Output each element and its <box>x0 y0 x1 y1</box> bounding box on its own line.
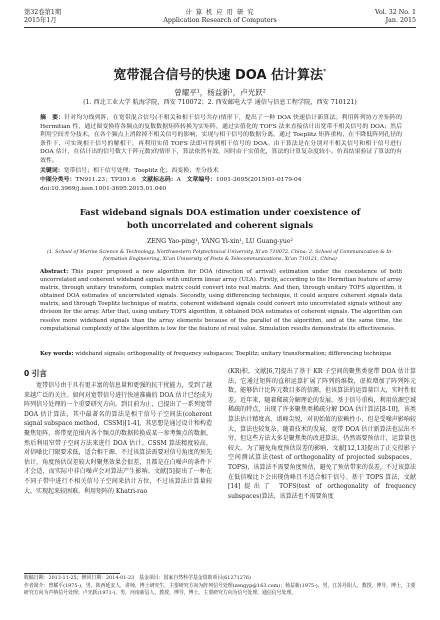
article-affiliations: (1. 西北工业大学 航海学院，西安 710072；2. 西安邮电大学 通信与信息工程学院，西安 710121) <box>83 99 357 106</box>
abstract-text: 针对均匀线列阵，在宽带混合信号(不相关和相干信号共存)情形下，提出了一种 DOA 快速估计新算法。利用阵列协方差矩阵的 Hermitian 性，通过图变换将各频点的复数数据矩阵转换为实矩阵，通过实值化的 TOFS 法来直接估计出宽带不相关信号的 DOA；然后利用空间差分技术，在各个频点上消除掉不相关信号的影响，实现与相干信号的数据分离，通过 Toeplitz 矩阵重构，在不降低阵列孔径的条件下，可实现相干信号的解相干，再利用实值 TOFS 法即可得到相干信号的 DOA。由于算法是在分别对不相关信号和相干信号进行 DOA 估计，在估计出的信号数大于阵元数)的情形下，算法依然有效，同时由于实值化，算法的计算复杂度较小。仿真结果验证了算法的有效性。 <box>40 115 403 164</box>
journal-date-cn: 2015年1月 <box>24 17 57 24</box>
body-right-column: (KR)积，文献[6,7]提出了基于 KR 子空间的聚焦类宽带 DOA 估计算法，它通过矩阵的直积运算扩展了阵列的维数，虚拟增加了阵列阵元数，能够估计比阵元数目多的信源，但该算法的运算量巨大，实时性很差。近年来，随着稀疏分解理论的发展，基于信号重构，利用信源空域稀疏的特点，出现了许多聚焦类稀疏分解 DOA 估计算法[8-10]，该类算法估计精度高、谱峰尖锐，对初始值的依赖性小，但是受噪声影响较大，算法也较复杂。随着技术的发展，宽带 DOA 估计新算法也层出不穷，但这些方法大多是聚焦类的改进算法，仍然需要预估计，运算量也较大。为了避免角度预估误差的影响，文献[12,13]提出了正交投影子空间测试算法(test of orthogonality of projected subspaces，TOPS)，该算法不需要角度预估，避免了预估带来的误差，不过该算法在低信噪比下会出现伪峰且不适合相干信号。基于 TOPS 算法，文献[14]提出了 TOFS(test of orthogonality of frequency subspaces)算法，该算法也不需要角度 <box>228 368 416 500</box>
abstract-en-label: Abstract: <box>40 269 69 275</box>
abstract-en <box>40 268 402 333</box>
title-footnote-mark: * <box>323 67 327 76</box>
english-title-line1: Fast wideband signals DOA estimation under coexistence of <box>79 207 361 217</box>
keywords-en-label: Key words: <box>40 351 74 357</box>
article-title-text: 宽带混合信号的快速 DOA 估计算法 <box>113 68 324 83</box>
journal-name-cn: 计 算 机 应 用 研 究 <box>185 9 255 16</box>
english-affiliation-line2: formation Engineering, Xi'an University of Posts & Telecommunications, Xi'an 710121, China) <box>103 256 337 262</box>
journal-date-en: Jan. 2015 <box>385 17 416 24</box>
body-left-column: 宽带信号由于具有更丰富的信息量和更强的抗干扰能力，受到了越来越广泛的关注。如何对宽带信号进行快速准确的 DOA 估计已经成为阵列信号处理的一个重要研究方向。到目前为止，已提出了一系列宽带 DOA 估计算法，其中最著名的算法是相干信号子空间法(coherent signal subspace method，CSSM)[1-4]，其思想是通过设计和构造聚焦矩阵，将带宽范围内各个频点的数据转换成某一参考频点的数据，然后利用窄带子空间方法来进行 DOA 估计。CSSM 算法精度较高，对信噪比门限要求低，适合相干源，不过该算法需要对信号角度的预先估计，角度预估误差较大时聚焦效果会很差，且都是在白噪声的条件下才会适，而实际中非白噪声会对算法产生影响。文献[5]提出了一种在不同子带中进行不相关信号子空间来估计方位，不过该算法计算量较大，实现起来较困难。利用矩阵的 Khatri-rao <box>24 382 212 495</box>
keywords-cn <box>40 167 402 176</box>
abstract-label: 摘 要： <box>40 115 65 121</box>
journal-name-en: Application Research of Computers <box>163 17 277 24</box>
journal-volume-en: Vol. 32 No. 1 <box>375 9 416 16</box>
journal-volume-cn: 第32卷第1期 <box>24 9 62 16</box>
keywords-en <box>40 350 402 358</box>
clc-value: TN911.23；TP301.6 <box>75 177 136 183</box>
header-rule <box>24 27 416 28</box>
article-no-value: 1001-3695(2015)01-0179-04 <box>216 177 302 183</box>
doc-code-value: A <box>176 177 181 183</box>
english-affiliation-line1: (1. School of Marine Science & Technology, Northwestern Polytechnical University, Xi'an 710072, China; 2. School of Communication & In- <box>47 249 393 255</box>
footnote-rule <box>24 573 120 574</box>
article-meta <box>40 176 402 185</box>
article-authors: 曾耀平¹，杨益新¹，卢光跃² <box>174 88 266 97</box>
section-heading-intro: 0 引言 <box>24 369 47 378</box>
abstract-en-text: This paper proposed a new algorithm for DOA (direction of arrival) estimation under the coexistence of both uncorrelated and coherent wideband signals with uniform linear array (ULA). Firstly, according to the Hermitian feature of array matrix, through unitary transform, complex matrix could convert into real matrix. And then, through unitary TOFS algorithm, it obtained DOA estimates of uncorrelated signals. Secondly, using differencing technique, it could acquire coherent signals data matrix, and through Toeplitz technique of matrix, coherent wideband signals could convert into uncorrelated signals without any division for the array. After that, using unitary TOFS algorithm, it obtained DOA estimates of coherent signals. The algorithm can resolve more wideband signals than the array elements because of the parallel of the algorithm, and at the same time, the computational complexity of the algorithm is low for the feature of real value. Simulation results demonstrate its effectiveness. <box>40 269 403 332</box>
abstract-cn <box>40 114 402 166</box>
keywords-en-text: wideband signals; orthogonality of frequency subspaces; Toeplitz; unitary transformation; differencing technique <box>75 351 392 357</box>
keywords-label: 关键词： <box>40 168 64 174</box>
clc-label: 中图分类号： <box>40 177 76 183</box>
article-title <box>0 64 440 83</box>
doc-code-label: 文献标志码： <box>141 177 177 183</box>
article-no-label: 文章编号： <box>186 177 216 183</box>
footnote-received: 收稿日期：2013-11-25；修回日期：2014-01-23 基金项目：国家自然科学基金资助项目(61271276) <box>24 575 251 581</box>
english-title-line2: both uncorrelated and coherent signals <box>126 220 314 230</box>
english-authors: ZENG Yao-ping¹, YANG Yi-xin¹, LU Guang-yue² <box>146 238 294 245</box>
article-doi[interactable]: doi:10.3969/j.issn.1001-3695.2015.01.040 <box>40 186 167 192</box>
footnote-authors: 作者简介：曾耀平(1975-)，男，陕西延安人，讲师，博士研究生，主要研究方向为阵列信号处理(zengyp@163.com)；杨益新(1975-)，男，江苏丹阳人，教授，博导，博士，主要研究方向为声纳信号处理；卢光跃(1971-)，男，河南新县人，教授，博导，博士，主要研究方向为信号处理、通信信号处理。 <box>24 583 416 597</box>
keywords-text: 宽带信号；相干信号处理；Toeplitz 化；酉变换；差分技术 <box>63 168 219 174</box>
